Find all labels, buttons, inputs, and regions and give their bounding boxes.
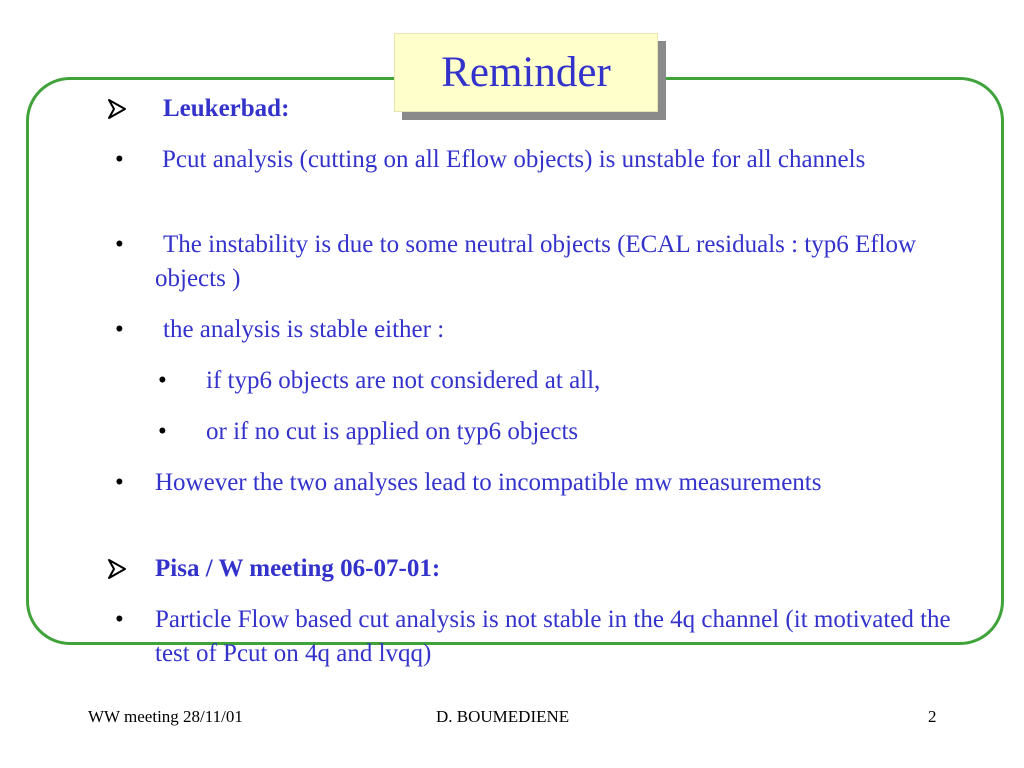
- bullet-marker: •: [115, 316, 124, 343]
- list-item: or if no cut is applied on typ6 objects: [206, 418, 579, 445]
- list-item: Pisa / W meeting 06-07-01:: [155, 555, 441, 582]
- list-item: Pcut analysis (cutting on all Eflow objects) is unstable for all channels: [162, 146, 866, 173]
- bullet-marker: •: [115, 469, 124, 496]
- bullet-marker: •: [115, 231, 124, 258]
- list-item: However the two analyses lead to incompatible mw measurements: [155, 469, 822, 496]
- bullet-marker: •: [115, 146, 124, 173]
- footer-left: WW meeting 28/11/01: [88, 707, 243, 726]
- bullet-marker: •: [158, 418, 167, 445]
- list-item: if typ6 objects are not considered at all,: [206, 367, 601, 394]
- arrow-icon: [105, 557, 129, 581]
- page-number: 2: [928, 707, 937, 726]
- arrow-icon: [105, 97, 129, 121]
- list-item: Leukerbad:: [163, 95, 290, 122]
- list-item: the analysis is stable either :: [163, 316, 445, 343]
- footer-center: D. BOUMEDIENE: [436, 707, 570, 726]
- list-item: Particle Flow based cut analysis is not stable in the 4q channel (it motivated the test of Pcut on 4q and lvqq): [155, 606, 951, 667]
- slide-title: Reminder: [441, 49, 611, 96]
- bullet-marker: •: [115, 606, 124, 633]
- list-item: The instability is due to some neutral objects (ECAL residuals : typ6 Eflow objects ): [155, 231, 917, 292]
- bullet-marker: •: [158, 367, 167, 394]
